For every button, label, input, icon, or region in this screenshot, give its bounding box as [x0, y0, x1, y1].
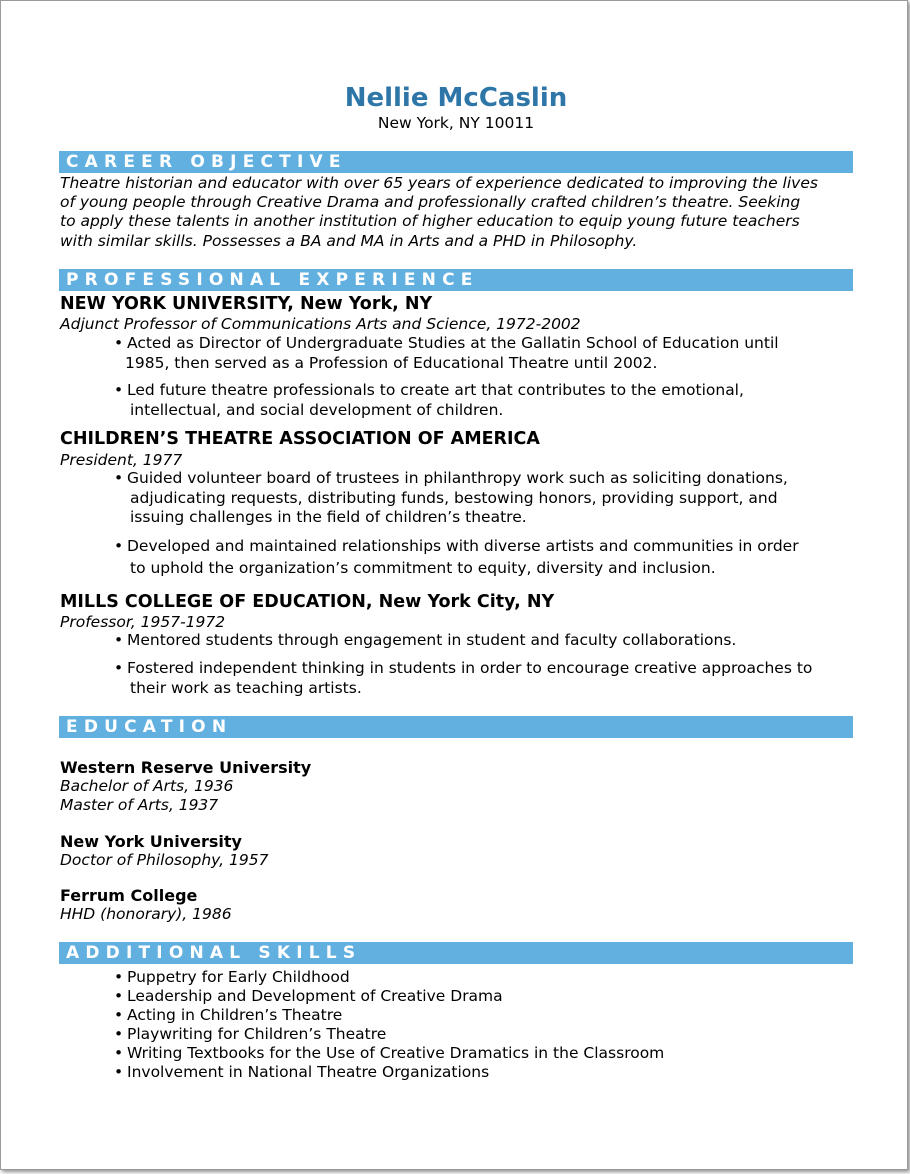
job-bullet: • Led future theatre professionals to create art that contributes to the emotional, intellectual, and social development of children.: [114, 381, 744, 419]
degree: HHD (honorary), 1986: [60, 905, 232, 923]
school-name: Ferrum College: [60, 886, 198, 905]
job-bullet: • Guided volunteer board of trustees in philanthropy work such as soliciting donations, adjudicating requests, distributing funds, bestowing honors, providing support, and issuing challenges in the field of children’s theatre.: [114, 469, 788, 526]
job-role: President, 1977: [60, 451, 183, 469]
bullet-icon: •: [114, 334, 124, 352]
bullet-icon: •: [114, 1006, 124, 1024]
bullet-icon: •: [114, 1025, 124, 1043]
job-organization: MILLS COLLEGE OF EDUCATION, New York City, NY: [60, 592, 555, 612]
candidate-location: New York, NY 10011: [377, 114, 535, 132]
job-bullet: • Mentored students through engagement in student and faculty collaborations.: [114, 631, 737, 649]
school-name: New York University: [60, 832, 242, 851]
objective-line: Theatre historian and educator with over 65 years of experience dedicated to improving the lives: [60, 174, 818, 192]
bullet-icon: •: [114, 1044, 124, 1062]
skill-item: • Acting in Children’s Theatre: [114, 1006, 343, 1024]
bullet-icon: •: [114, 987, 124, 1005]
bullet-icon: •: [114, 381, 124, 399]
job-bullet: • Developed and maintained relationships with diverse artists and communities in order to uphold the organization’s commitment to equity, diversity and inclusion.: [114, 537, 799, 577]
job-bullet: • Acted as Director of Undergraduate Studies at the Gallatin School of Education until 1985, then served as a Profession of Educational Theatre until 2002.: [114, 334, 779, 372]
bullet-icon: •: [114, 469, 124, 487]
section-header-objective: CAREER OBJECTIVE: [59, 151, 853, 173]
bullet-icon: •: [114, 537, 124, 555]
section-header-skills: ADDITIONAL SKILLS: [59, 942, 853, 964]
candidate-name: Nellie McCaslin: [344, 83, 568, 113]
section-header-experience: PROFESSIONAL EXPERIENCE: [59, 269, 853, 291]
degree: Master of Arts, 1937: [60, 796, 219, 814]
degree: Doctor of Philosophy, 1957: [60, 851, 269, 869]
school-name: Western Reserve University: [60, 758, 312, 777]
skill-item: • Playwriting for Children’s Theatre: [114, 1025, 387, 1043]
objective-line: to apply these talents in another institution of higher education to equip young future teachers: [60, 212, 800, 231]
job-organization: NEW YORK UNIVERSITY, New York, NY: [60, 294, 433, 314]
bullet-icon: •: [114, 631, 124, 649]
job-bullet: • Fostered independent thinking in students in order to encourage creative approaches to their work as teaching artists.: [114, 659, 813, 697]
job-organization: CHILDREN’S THEATRE ASSOCIATION OF AMERICA: [60, 429, 540, 449]
skill-item: • Puppetry for Early Childhood: [114, 968, 350, 986]
objective-text: [60, 174, 860, 251]
bullet-icon: •: [114, 1063, 124, 1081]
skill-item: • Leadership and Development of Creative Drama: [114, 987, 503, 1005]
objective-line: of young people through Creative Drama and professionally crafted children’s theatre. Seeking: [60, 193, 801, 212]
objective-line: with similar skills. Possesses a BA and MA in Arts and a PHD in Philosophy.: [60, 231, 638, 250]
job-role: Professor, 1957-1972: [60, 613, 226, 631]
job-role: Adjunct Professor of Communications Arts and Science, 1972-2002: [60, 315, 581, 333]
skill-item: • Writing Textbooks for the Use of Creative Dramatics in the Classroom: [114, 1044, 665, 1062]
bullet-icon: •: [114, 968, 124, 986]
degree: Bachelor of Arts, 1936: [60, 777, 234, 795]
section-header-education: EDUCATION: [59, 716, 853, 738]
bullet-icon: •: [114, 659, 124, 677]
skill-item: • Involvement in National Theatre Organizations: [114, 1063, 490, 1081]
